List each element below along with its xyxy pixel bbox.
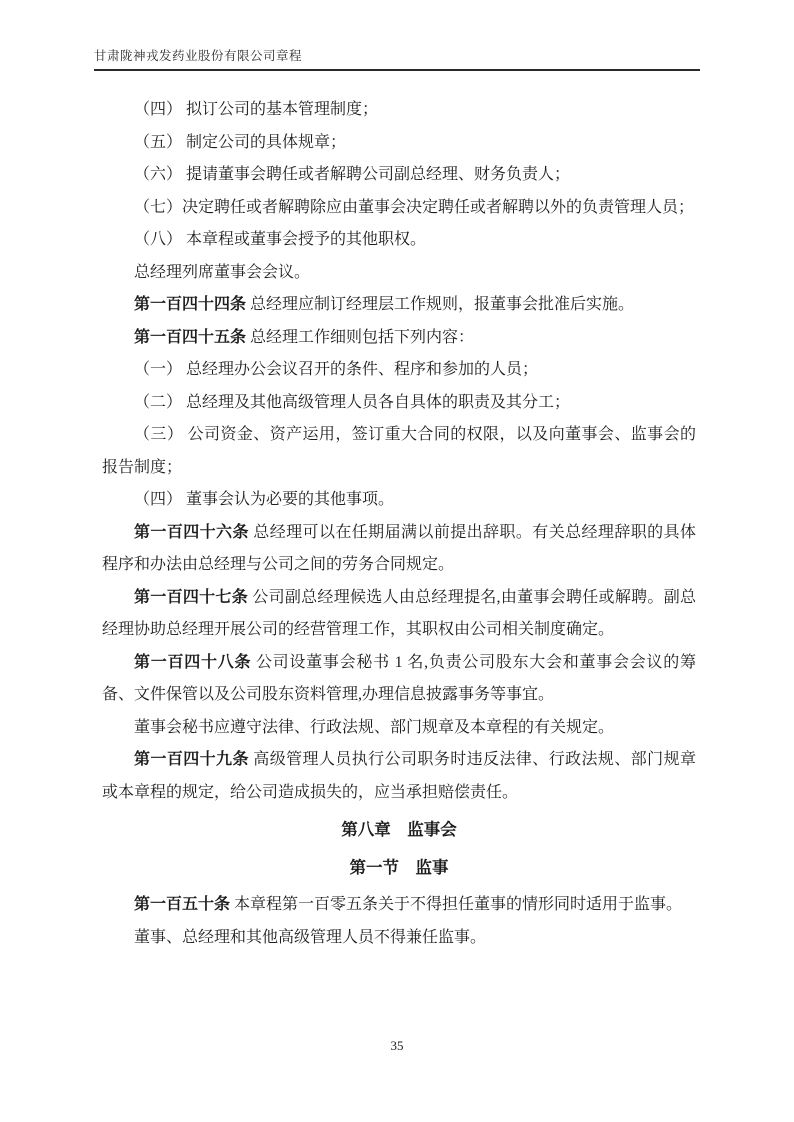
- paragraph-text: （三） 公司资金、资产运用，签订重大合同的权限，以及向董事会、监事会的报告制度；: [102, 426, 696, 476]
- paragraph-text: （四） 拟订公司的基本管理制度；: [134, 101, 379, 118]
- paragraph-text: 董事会秘书应遵守法律、行政法规、部门规章及本章程的有关规定。: [134, 718, 615, 736]
- section-heading: 第一节 监事: [349, 857, 449, 877]
- page-header: [94, 46, 700, 71]
- list-item-4: [102, 94, 696, 127]
- paragraph-text: （六） 提请董事会聘任或者解聘公司副总经理、财务负责人；: [134, 166, 571, 183]
- article-number: 第一百四十八条: [134, 653, 252, 671]
- list-item-8: [102, 224, 696, 257]
- paragraph-text: （八） 本章程或董事会授予的其他职权。: [134, 231, 427, 248]
- article-145: [102, 322, 696, 355]
- list-item-7: [102, 192, 696, 225]
- paragraph-text: 总经理列席董事会会议。: [134, 263, 311, 281]
- paragraph-text: 总经理可以在任期届满以前提出辞职。有关总经理辞职的具体程序和办法由总经理与公司之间的劳务合同规定。: [102, 523, 696, 573]
- paragraph-text: 董事、总经理和其他高级管理人员不得兼任监事。: [134, 928, 487, 946]
- paragraph-text: （四） 董事会认为必要的其他事项。: [134, 491, 395, 508]
- page-footer: [0, 1038, 794, 1054]
- article-144: [102, 289, 696, 322]
- article-number: 第一百四十九条: [134, 751, 249, 768]
- article-number: 第一百四十六条: [134, 523, 249, 541]
- article-number: 第一百五十条: [134, 896, 231, 913]
- article-147: [102, 582, 696, 647]
- article-number: 第一百四十四条: [134, 296, 247, 313]
- page-number: 35: [390, 1038, 404, 1053]
- list-item-3: [102, 419, 696, 484]
- paragraph-text: （二） 总经理及其他高级管理人员各自具体的职责及其分工；: [134, 393, 571, 411]
- body-paragraph: [102, 257, 696, 290]
- paragraph-text: 高级管理人员执行公司职务时违反法律、行政法规、部门规章或本章程的规定，给公司造成损失的，应当承担赔偿责任。: [102, 751, 696, 801]
- article-number: 第一百四十七条: [134, 588, 248, 606]
- article-149: [102, 744, 696, 809]
- article-150: [102, 889, 696, 922]
- paragraph-text: 公司设董事会秘书 1 名,负责公司股东大会和董事会会议的筹备、文件保管以及公司股东资料管理,办理信息披露事务等事宜。: [102, 653, 696, 703]
- header-title: 甘肃陇神戎发药业股份有限公司章程: [94, 49, 303, 63]
- article-148: [102, 647, 696, 712]
- list-item-2: [102, 387, 696, 420]
- article-number: 第一百四十五条: [134, 328, 247, 346]
- paragraph-text: 总经理应制订经理层工作规则，报董事会批准后实施。: [246, 296, 635, 313]
- list-item-1: [102, 354, 696, 387]
- list-item-6: [102, 159, 696, 192]
- body-paragraph: [102, 922, 696, 955]
- paragraph-text: 本章程第一百零五条关于不得担任董事的情形同时适用于监事。: [230, 896, 683, 913]
- list-item-4b: [102, 484, 696, 517]
- paragraph-text: 总经理工作细则包括下列内容：: [246, 328, 475, 346]
- list-item-5: [102, 127, 696, 160]
- paragraph-text: （一） 总经理办公会议召开的条件、程序和参加的人员；: [134, 361, 539, 378]
- document-body: [102, 94, 696, 954]
- article-146: [102, 517, 696, 582]
- chapter-heading: 第八章 监事会: [341, 820, 457, 839]
- paragraph-text: （七）决定聘任或者解聘除应由董事会决定聘任或者解聘以外的负责管理人员；: [134, 198, 695, 216]
- paragraph-text: 公司副总经理候选人由总经理提名,由董事会聘任或解聘。副总经理协助总经理开展公司的经营管理工作，其职权由公司相关制度确定。: [102, 588, 696, 638]
- paragraph-text: （五） 制定公司的具体规章；: [134, 133, 347, 151]
- body-paragraph: [102, 712, 696, 745]
